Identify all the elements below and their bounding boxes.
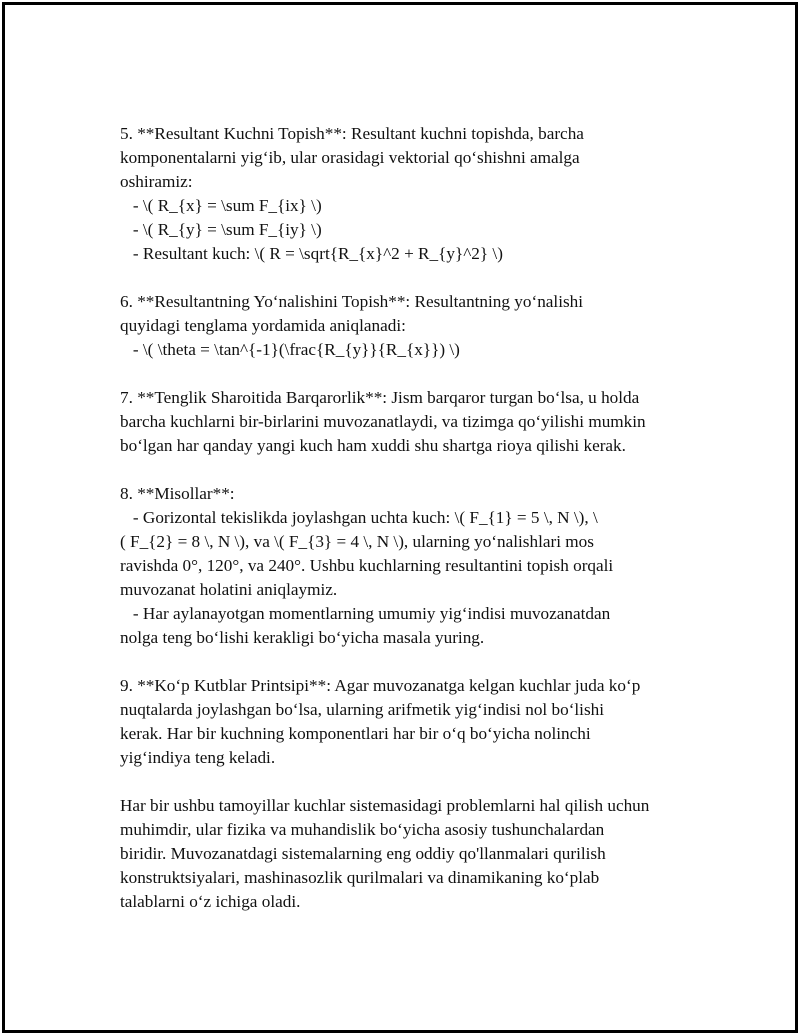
text-line: Har bir ushbu tamoyillar kuchlar sistemasidagi problemlarni hal qilish uchun (120, 796, 650, 815)
text-line: talablarni o‘z ichiga oladi. (120, 892, 301, 911)
text-line: muhimdir, ular fizika va muhandislik bo‘yicha asosiy tushunchalardan (120, 820, 605, 839)
text-line: biridir. Muvozanatdagi sistemalarning eng oddiy qo'llanmalari qurilish (120, 844, 606, 863)
formula-line: - \( R_{y} = \sum F_{iy} \) (120, 220, 322, 239)
text-line: ( F_{2} = 8 \, N \), va \( F_{3} = 4 \, N \), ularning yo‘nalishlari mos (120, 532, 594, 551)
text-line: nolga teng bo‘lishi kerakligi bo‘yicha masala yuring. (120, 628, 485, 647)
text-line: 6. **Resultantning Yo‘nalishini Topish**: Resultantning yo‘nalishi (120, 292, 584, 311)
text-line: 9. **Ko‘p Kutblar Printsipi**: Agar muvozanatga kelgan kuchlar juda ko‘p (120, 676, 641, 695)
text-line: oshiramiz: (120, 172, 193, 191)
text-line: kerak. Har bir kuchning komponentlari har bir o‘q bo‘yicha nolinchi (120, 724, 591, 743)
document-page (2, 2, 798, 1033)
text-line: ravishda 0°, 120°, va 240°. Ushbu kuchlarning resultantini topish orqali (120, 556, 614, 575)
text-line: - Gorizontal tekislikda joylashgan uchta kuch: \( F_{1} = 5 \, N \), \ (120, 508, 598, 527)
document-body (120, 122, 720, 914)
text-line: 5. **Resultant Kuchni Topish**: Resultant kuchni topishda, barcha (120, 124, 584, 143)
section-9-multi-point (120, 674, 720, 770)
text-line: nuqtalarda joylashgan bo‘lsa, ularning arifmetik yig‘indisi nol bo‘lishi (120, 700, 605, 719)
text-line: - Har aylanayotgan momentlarning umumiy yig‘indisi muvozanatdan (120, 604, 611, 623)
text-line: quyidagi tenglama yordamida aniqlanadi: (120, 316, 406, 335)
text-line: bo‘lgan har qanday yangi kuch ham xuddi shu shartga rioya qilishi kerak. (120, 436, 626, 455)
text-line: 7. **Tenglik Sharoitida Barqarorlik**: Jism barqaror turgan bo‘lsa, u holda (120, 388, 640, 407)
text-line: muvozanat holatini aniqlaymiz. (120, 580, 338, 599)
section-5-resultant (120, 122, 720, 266)
text-line: konstruktsiyalari, mashinasozlik qurilmalari va dinamikaning ko‘plab (120, 868, 600, 887)
text-line: 8. **Misollar**: (120, 484, 235, 503)
text-line: komponentalarni yig‘ib, ular orasidagi vektorial qo‘shishni amalga (120, 148, 580, 167)
text-line: barcha kuchlarni bir-birlarini muvozanatlaydi, va tizimga qo‘yilishi mumkin (120, 412, 646, 431)
text-line: yig‘indiya teng keladi. (120, 748, 276, 767)
closing-paragraph (120, 794, 720, 914)
formula-line: - \( \theta = \tan^{-1}(\frac{R_{y}}{R_{x}}) \) (120, 340, 460, 359)
formula-line: - \( R_{x} = \sum F_{ix} \) (120, 196, 322, 215)
section-7-stability (120, 386, 720, 458)
section-8-examples (120, 482, 720, 650)
formula-line: - Resultant kuch: \( R = \sqrt{R_{x}^2 + R_{y}^2} \) (120, 244, 503, 263)
section-6-direction (120, 290, 720, 362)
